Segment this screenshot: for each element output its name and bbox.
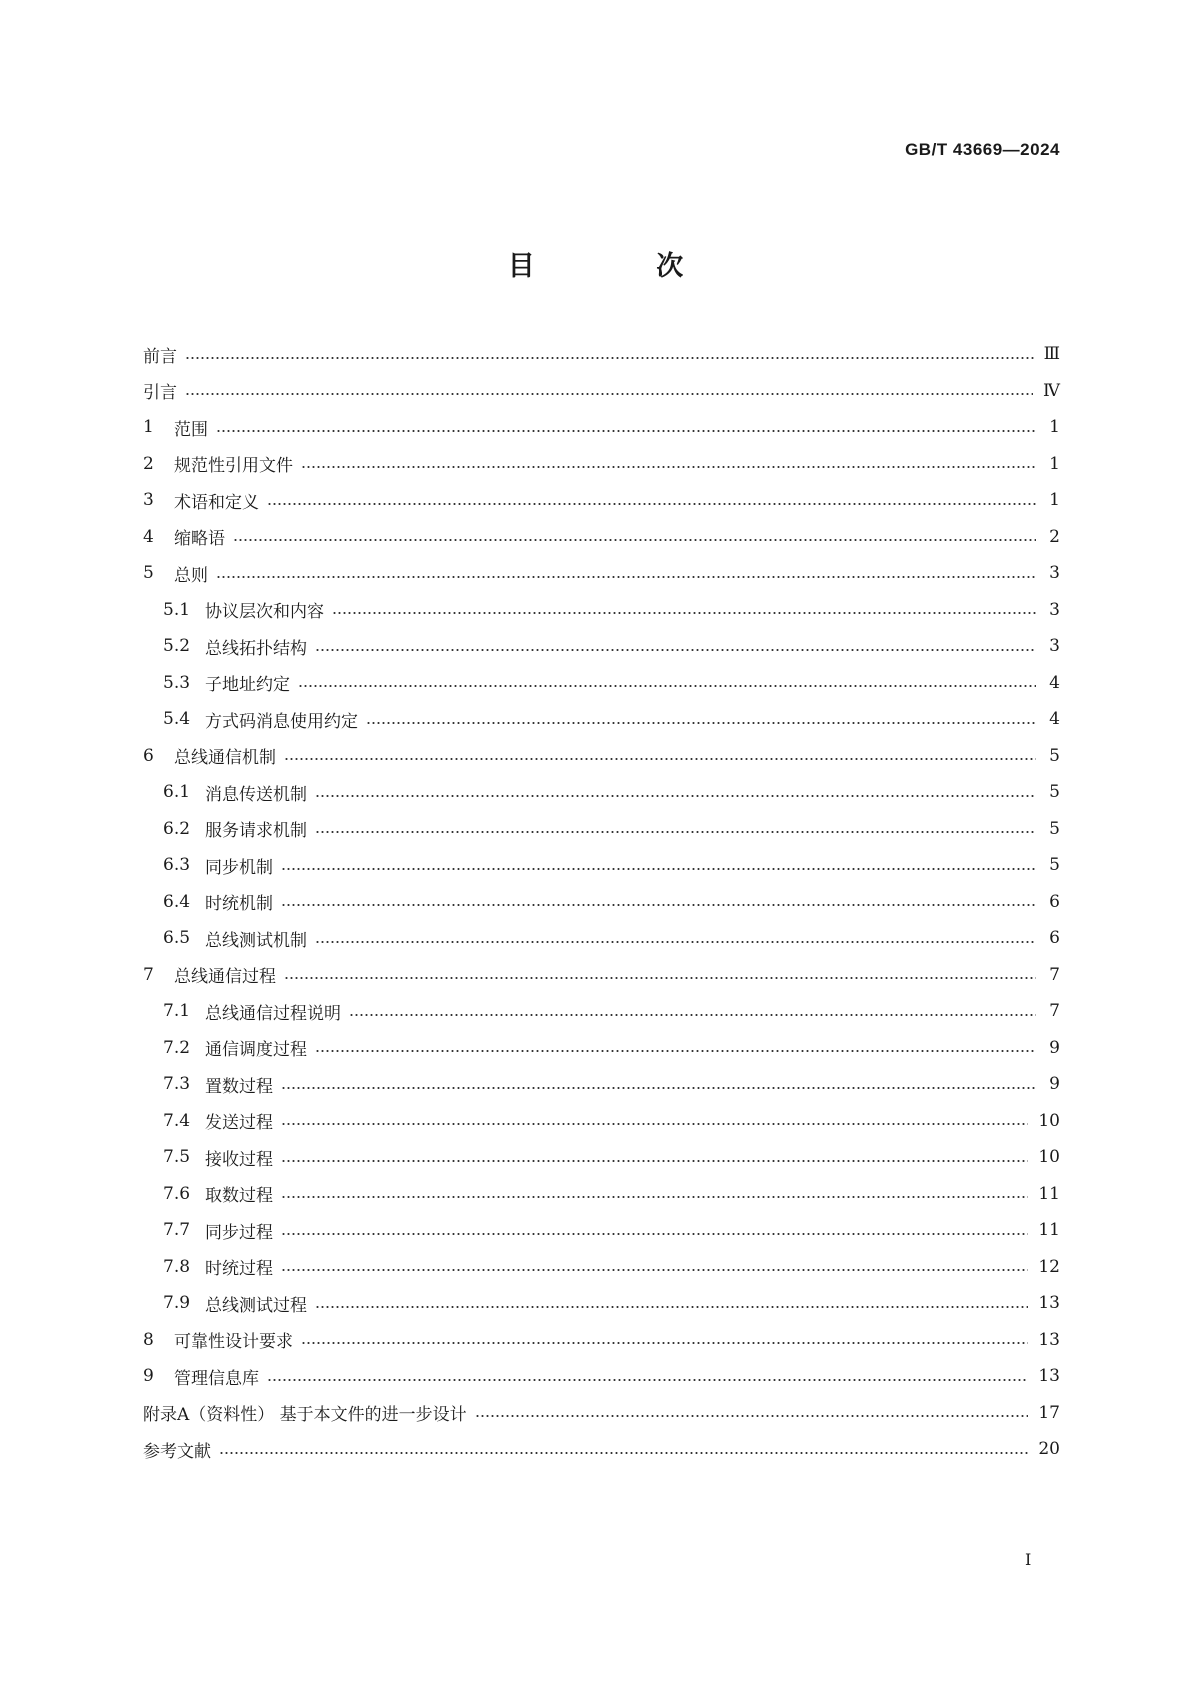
toc-entry-page: 13 (1038, 1366, 1060, 1387)
toc-entry-page: 5 (1049, 745, 1060, 766)
toc-entry-number: 7.9 (163, 1293, 191, 1314)
toc-entry-number: 7.3 (163, 1074, 191, 1095)
toc-entry-label: 协议层次和内容 (205, 602, 324, 623)
toc-entry[interactable] (143, 373, 1060, 410)
toc-entry-label: 范围 (174, 419, 208, 440)
toc-entry[interactable] (143, 1249, 1060, 1286)
toc-entry-page: 1 (1049, 417, 1060, 438)
toc-entry-page: 1 (1049, 490, 1060, 511)
toc-entry-page: 1 (1049, 453, 1060, 474)
toc-entry-label: 总线通信过程 (174, 967, 276, 988)
toc-entry-page: 3 (1049, 636, 1060, 657)
toc-entry-number: 7.4 (163, 1110, 191, 1131)
dot-leader (281, 1185, 1028, 1202)
toc-entry-label: 时统机制 (205, 894, 273, 915)
toc-entry-page: 13 (1038, 1293, 1060, 1314)
toc-entry-number: 4 (143, 526, 154, 547)
toc-entry[interactable] (143, 884, 1060, 921)
toc-entry-number: 6 (143, 745, 154, 766)
toc-entry-page: 13 (1038, 1329, 1060, 1350)
toc-entry-page: 4 (1049, 709, 1060, 730)
toc-entry[interactable] (143, 811, 1060, 848)
toc-entry-label: 通信调度过程 (205, 1040, 307, 1061)
dot-leader (216, 565, 1036, 582)
toc-entry-page: 10 (1038, 1147, 1060, 1168)
dot-leader (233, 528, 1036, 545)
dot-leader (315, 930, 1036, 947)
dot-leader (219, 1441, 1028, 1458)
standard-code: GB/T 43669—2024 (905, 140, 1060, 159)
dot-leader (315, 820, 1036, 837)
dot-leader (281, 1149, 1028, 1166)
toc-title: 目 次 (507, 251, 740, 282)
toc-entry-page: 4 (1049, 672, 1060, 693)
toc-entry-label: 规范性引用文件 (174, 456, 293, 477)
toc-entry[interactable] (143, 993, 1060, 1030)
toc-entry-label: 缩略语 (174, 529, 225, 550)
dot-leader (475, 1404, 1029, 1421)
toc-entry-label: 参考文献 (143, 1441, 211, 1462)
toc-entry-page: 12 (1038, 1256, 1060, 1277)
dot-leader (281, 857, 1036, 874)
toc-entry-page: 17 (1038, 1402, 1060, 1423)
toc-entry[interactable] (143, 628, 1060, 665)
toc-entry-page: 5 (1049, 855, 1060, 876)
toc-entry[interactable] (143, 336, 1060, 373)
dot-leader (332, 601, 1036, 618)
toc-entry-number: 6.1 (163, 782, 191, 803)
toc-entry[interactable] (143, 774, 1060, 811)
dot-leader (284, 747, 1036, 764)
dot-leader (315, 1295, 1028, 1312)
dot-leader (281, 1112, 1028, 1129)
dot-leader (315, 784, 1036, 801)
toc-entry-label: 引言 (143, 383, 177, 404)
toc-entry[interactable] (143, 1030, 1060, 1067)
toc-entry-label: 方式码消息使用约定 (205, 711, 358, 732)
toc-entry-number: 5.1 (163, 599, 191, 620)
dot-leader (267, 492, 1036, 509)
toc-entry-page: 6 (1049, 891, 1060, 912)
toc-entry[interactable] (143, 1285, 1060, 1322)
toc-entry-label: 消息传送机制 (205, 784, 307, 805)
toc-entry-number: 6.5 (163, 928, 191, 949)
toc-entry[interactable] (143, 957, 1060, 994)
dot-leader (216, 419, 1036, 436)
toc-entry[interactable] (143, 1103, 1060, 1140)
toc-entry-page: 9 (1049, 1074, 1060, 1095)
toc-entry[interactable] (143, 1212, 1060, 1249)
dot-leader (301, 1331, 1028, 1348)
toc-entry[interactable] (143, 1395, 1060, 1432)
toc-entry[interactable] (143, 519, 1060, 556)
toc-entry-page: 11 (1038, 1220, 1060, 1241)
toc-entry-page: 3 (1049, 599, 1060, 620)
dot-leader (366, 711, 1036, 728)
toc-entry-number: 7.5 (163, 1147, 191, 1168)
toc-entry[interactable] (143, 1431, 1060, 1468)
dot-leader (185, 382, 1033, 399)
toc-entry-page: 5 (1049, 782, 1060, 803)
toc-entry-label: 管理信息库 (174, 1368, 259, 1389)
toc-entry-page: 5 (1049, 818, 1060, 839)
dot-leader (281, 1076, 1036, 1093)
toc-entry-number: 6.4 (163, 891, 191, 912)
toc-entry-number: 5.4 (163, 709, 191, 730)
toc-entry-number: 5.2 (163, 636, 191, 657)
toc-entry-label: 总线通信过程说明 (205, 1003, 341, 1024)
toc-entry[interactable] (143, 847, 1060, 884)
toc-entry-label: 子地址约定 (205, 675, 290, 696)
dot-leader (281, 1258, 1028, 1275)
toc-entry-label: 前言 (143, 346, 177, 367)
toc-entry-number: 6.3 (163, 855, 191, 876)
toc-entry[interactable] (143, 1139, 1060, 1176)
dot-leader (185, 346, 1034, 363)
toc-entry-number: 8 (143, 1329, 154, 1350)
toc-entry-page: 9 (1049, 1037, 1060, 1058)
toc-entry[interactable] (143, 665, 1060, 702)
dot-leader (267, 1368, 1028, 1385)
toc-entry-number: 5 (143, 563, 154, 584)
toc-entry-page: 11 (1038, 1183, 1060, 1204)
toc-entry-number: 3 (143, 490, 154, 511)
toc-entry-page: 2 (1049, 526, 1060, 547)
dot-leader (284, 966, 1036, 983)
toc-entry-number: 9 (143, 1366, 154, 1387)
toc-entry-page: Ⅳ (1043, 380, 1060, 401)
toc-entry[interactable] (143, 409, 1060, 446)
dot-leader (315, 1039, 1036, 1056)
toc-entry-number: 7.8 (163, 1256, 191, 1277)
toc-entry-label: 服务请求机制 (205, 821, 307, 842)
toc-entry-label: 同步过程 (205, 1222, 273, 1243)
toc-entry-label: 附录A（资料性） 基于本文件的进一步设计 (143, 1405, 467, 1426)
toc-entry-number: 5.3 (163, 672, 191, 693)
toc-entry-label: 可靠性设计要求 (174, 1332, 293, 1353)
toc-entry-number: 1 (143, 417, 154, 438)
toc-entry-label: 时统过程 (205, 1259, 273, 1280)
toc-entry-label: 接收过程 (205, 1149, 273, 1170)
toc-entry-number: 2 (143, 453, 154, 474)
toc-entry-label: 总则 (174, 565, 208, 586)
dot-leader (281, 1222, 1028, 1239)
toc-entry-label: 总线测试过程 (205, 1295, 307, 1316)
toc-entry-label: 总线测试机制 (205, 930, 307, 951)
toc-entry[interactable] (143, 701, 1060, 738)
toc-entry-number: 7.1 (163, 1001, 191, 1022)
toc-entry-page: 20 (1038, 1439, 1060, 1460)
toc-entry-page: 7 (1049, 964, 1060, 985)
toc-entry-label: 总线拓扑结构 (205, 638, 307, 659)
toc-entry[interactable] (143, 446, 1060, 483)
toc-entry[interactable] (143, 1176, 1060, 1213)
toc-entry-number: 7.6 (163, 1183, 191, 1204)
toc-entry-number: 6.2 (163, 818, 191, 839)
toc-entry[interactable] (143, 1358, 1060, 1395)
toc-entry-page: 6 (1049, 928, 1060, 949)
toc-entry[interactable] (143, 920, 1060, 957)
dot-leader (349, 1003, 1036, 1020)
table-of-contents (143, 336, 1060, 1468)
toc-entry[interactable] (143, 1322, 1060, 1359)
toc-entry-label: 取数过程 (205, 1186, 273, 1207)
toc-entry-page: Ⅲ (1043, 344, 1060, 365)
page-number: I (1025, 1550, 1032, 1569)
toc-entry-label: 发送过程 (205, 1113, 273, 1134)
toc-entry-label: 总线通信机制 (174, 748, 276, 769)
dot-leader (281, 893, 1036, 910)
dot-leader (301, 455, 1036, 472)
toc-entry-page: 3 (1049, 563, 1060, 584)
dot-leader (298, 674, 1036, 691)
toc-entry[interactable] (143, 555, 1060, 592)
toc-entry-label: 置数过程 (205, 1076, 273, 1097)
toc-entry[interactable] (143, 738, 1060, 775)
toc-entry-label: 同步机制 (205, 857, 273, 878)
toc-entry-number: 7.7 (163, 1220, 191, 1241)
dot-leader (315, 638, 1036, 655)
toc-entry-number: 7.2 (163, 1037, 191, 1058)
toc-entry[interactable] (143, 592, 1060, 629)
toc-entry-label: 术语和定义 (174, 492, 259, 513)
toc-entry-number: 7 (143, 964, 154, 985)
toc-entry-page: 10 (1038, 1110, 1060, 1131)
toc-entry[interactable] (143, 1066, 1060, 1103)
toc-entry-page: 7 (1049, 1001, 1060, 1022)
toc-entry[interactable] (143, 482, 1060, 519)
